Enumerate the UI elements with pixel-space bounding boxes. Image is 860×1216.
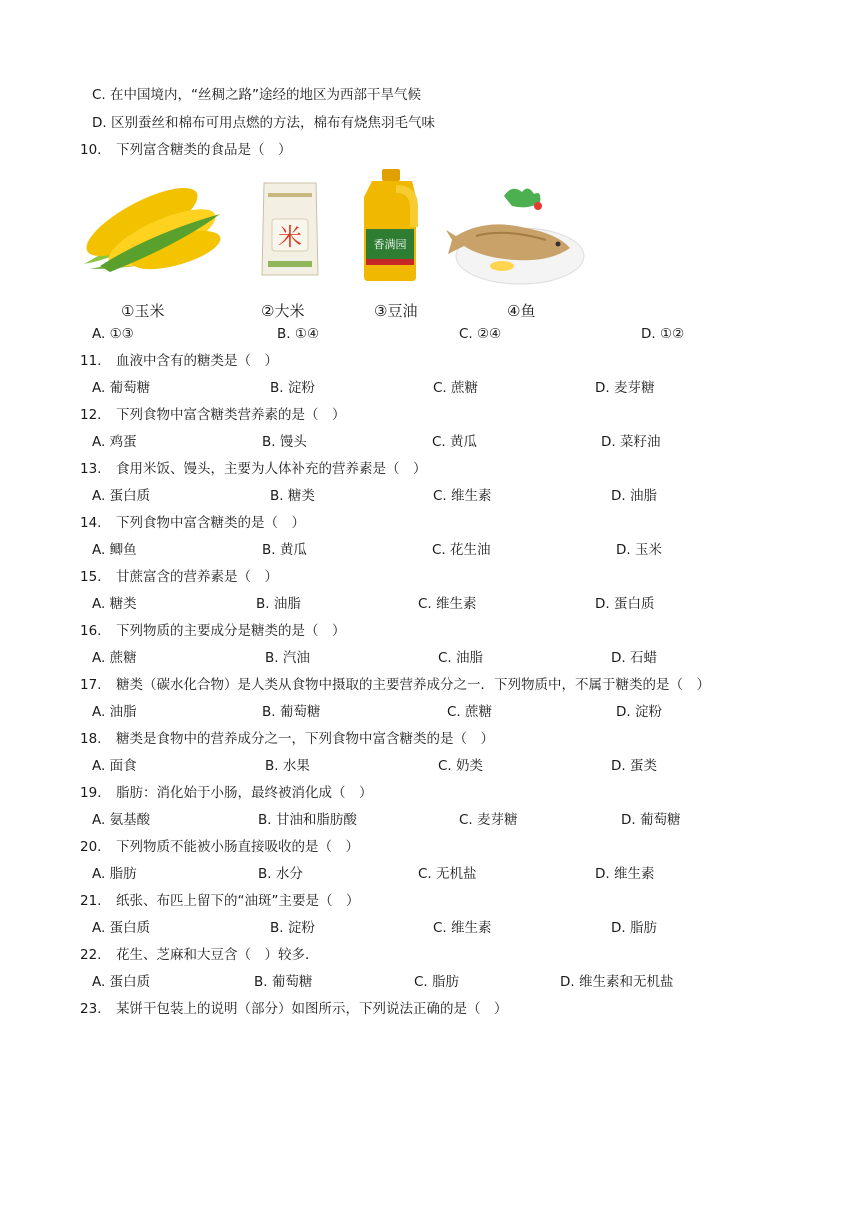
question-12	[80, 406, 346, 424]
option-b: B. ①④	[277, 326, 320, 342]
food-caption-corn: ①玉米	[121, 302, 165, 320]
question-10	[80, 141, 292, 159]
question-number: 18.	[80, 731, 102, 747]
question-11	[80, 352, 278, 370]
option-b: B. 汽油	[265, 650, 310, 666]
question-number: 12.	[80, 407, 102, 423]
question-text: 纸张、布匹上留下的“油斑”主要是（ ）	[116, 893, 360, 909]
question-16	[80, 622, 346, 640]
question-17	[80, 676, 710, 694]
question-21-options	[0, 919, 860, 937]
question-15-options	[0, 595, 860, 613]
option-a: A. 鲫鱼	[92, 542, 137, 558]
option-d: D. 菜籽油	[601, 434, 661, 450]
option-b: B. 淀粉	[270, 920, 315, 936]
prev-option-c: C. 在中国境内，“丝稠之路”途经的地区为西部干旱气候	[92, 87, 421, 103]
question-13	[80, 460, 427, 478]
question-text: 糖类是食物中的营养成分之一，下列食物中富含糖类的是（ ）	[116, 731, 494, 747]
option-c: C. 无机盐	[418, 866, 477, 882]
rice-bag-char: 米	[278, 223, 302, 251]
food-caption-oil: ③豆油	[374, 302, 418, 320]
option-d: D. 油脂	[611, 488, 657, 504]
corn-icon	[80, 174, 224, 276]
option-c: C. 黄瓜	[432, 434, 478, 450]
option-c: C. 蔗糖	[447, 704, 493, 720]
question-number: 21.	[80, 893, 102, 909]
question-number: 14.	[80, 515, 102, 531]
option-a: A. 油脂	[92, 704, 137, 720]
question-18	[80, 730, 494, 748]
question-text: 下列食物中富含糖类的是（ ）	[116, 515, 305, 531]
option-a: A. 蛋白质	[92, 488, 151, 504]
option-c: C. 维生素	[433, 488, 492, 504]
option-c: C. ②④	[459, 326, 502, 342]
option-b: B. 糖类	[270, 488, 315, 504]
question-19-options	[0, 811, 860, 829]
option-b: B. 葡萄糖	[254, 974, 313, 990]
option-d: D. 维生素	[595, 866, 655, 882]
question-number: 17.	[80, 677, 102, 693]
question-text: 下列食物中富含糖类营养素的是（ ）	[116, 407, 346, 423]
question-number: 16.	[80, 623, 102, 639]
question-text: 下列富含糖类的食品是（ ）	[116, 142, 292, 158]
option-b: B. 甘油和脂肪酸	[258, 812, 357, 828]
food-caption-rice: ②大米	[261, 302, 305, 320]
option-d: D. 葡萄糖	[621, 812, 681, 828]
option-a: A. ①③	[92, 326, 134, 342]
question-20	[80, 838, 359, 856]
question-15	[80, 568, 278, 586]
question-14	[80, 514, 305, 532]
question-number: 11.	[80, 353, 102, 369]
question-22-options	[0, 973, 860, 991]
option-a: A. 面食	[92, 758, 137, 774]
option-b: B. 油脂	[256, 596, 301, 612]
question-number: 23.	[80, 1001, 102, 1017]
option-d: D. 维生素和无机盐	[560, 974, 674, 990]
option-b: B. 黄瓜	[262, 542, 307, 558]
question-text: 下列物质的主要成分是糖类的是（ ）	[116, 623, 346, 639]
rice-bag-icon	[258, 179, 322, 279]
question-21	[80, 892, 360, 910]
question-text: 糖类（碳水化合物）是人类从食物中摄取的主要营养成分之一．下列物质中，不属于糖类的是（ ）	[116, 677, 710, 693]
option-c: C. 麦芽糖	[459, 812, 518, 828]
option-c: C. 脂肪	[414, 974, 460, 990]
option-b: B. 水分	[258, 866, 303, 882]
fish-plate-icon	[446, 182, 586, 286]
option-b: B. 水果	[265, 758, 310, 774]
question-16-options	[0, 649, 860, 667]
oil-bottle-icon	[358, 167, 426, 283]
question-11-options	[0, 379, 860, 397]
question-text: 下列物质不能被小肠直接吸收的是（ ）	[116, 839, 359, 855]
question-22	[80, 946, 319, 964]
option-a: A. 糖类	[92, 596, 137, 612]
food-caption-fish: ④鱼	[507, 302, 536, 320]
prev-option-d: D. 区别蚕丝和棉布可用点燃的方法，棉布有烧焦羽毛气味	[92, 115, 435, 131]
question-number: 15.	[80, 569, 102, 585]
question-number: 22.	[80, 947, 102, 963]
question-text: 花生、芝麻和大豆含（ ）较多．	[116, 947, 319, 963]
option-d: D. 脂肪	[611, 920, 657, 936]
option-a: A. 鸡蛋	[92, 434, 137, 450]
question-number: 20.	[80, 839, 102, 855]
question-text: 食用米饭、馒头，主要为人体补充的营养素是（ ）	[116, 461, 427, 477]
question-18-options	[0, 757, 860, 775]
option-b: B. 馒头	[262, 434, 307, 450]
option-a: A. 蔗糖	[92, 650, 137, 666]
question-number: 13.	[80, 461, 102, 477]
question-14-options	[0, 541, 860, 559]
option-d: D. 玉米	[616, 542, 662, 558]
option-c: C. 奶类	[438, 758, 484, 774]
option-d: D. ①②	[641, 326, 685, 342]
option-c: C. 油脂	[438, 650, 484, 666]
option-a: A. 蛋白质	[92, 974, 151, 990]
question-13-options	[0, 487, 860, 505]
question-number: 10.	[80, 142, 102, 158]
option-d: D. 石蜡	[611, 650, 657, 666]
question-19	[80, 784, 373, 802]
question-number: 19.	[80, 785, 102, 801]
option-a: A. 脂肪	[92, 866, 137, 882]
option-d: D. 淀粉	[616, 704, 662, 720]
question-20-options	[0, 865, 860, 883]
question-23	[80, 1000, 508, 1018]
option-c: C. 维生素	[433, 920, 492, 936]
option-a: A. 葡萄糖	[92, 380, 151, 396]
option-d: D. 麦芽糖	[595, 380, 655, 396]
option-c: C. 维生素	[418, 596, 477, 612]
question-text: 脂肪：消化始于小肠，最终被消化成（ ）	[116, 785, 373, 801]
question-12-options	[0, 433, 860, 451]
option-c: C. 蔗糖	[433, 380, 479, 396]
oil-brand: 香满园	[373, 238, 407, 251]
option-a: A. 蛋白质	[92, 920, 151, 936]
option-d: D. 蛋白质	[595, 596, 655, 612]
option-d: D. 蛋类	[611, 758, 657, 774]
question-text: 甘蔗富含的营养素是（ ）	[116, 569, 278, 585]
option-a: A. 氨基酸	[92, 812, 151, 828]
question-10-options	[0, 325, 860, 343]
question-17-options	[0, 703, 860, 721]
question-text: 某饼干包装上的说明（部分）如图所示，下列说法正确的是（ ）	[116, 1001, 508, 1017]
option-b: B. 淀粉	[270, 380, 315, 396]
question-text: 血液中含有的糖类是（ ）	[116, 353, 278, 369]
option-c: C. 花生油	[432, 542, 491, 558]
option-b: B. 葡萄糖	[262, 704, 321, 720]
